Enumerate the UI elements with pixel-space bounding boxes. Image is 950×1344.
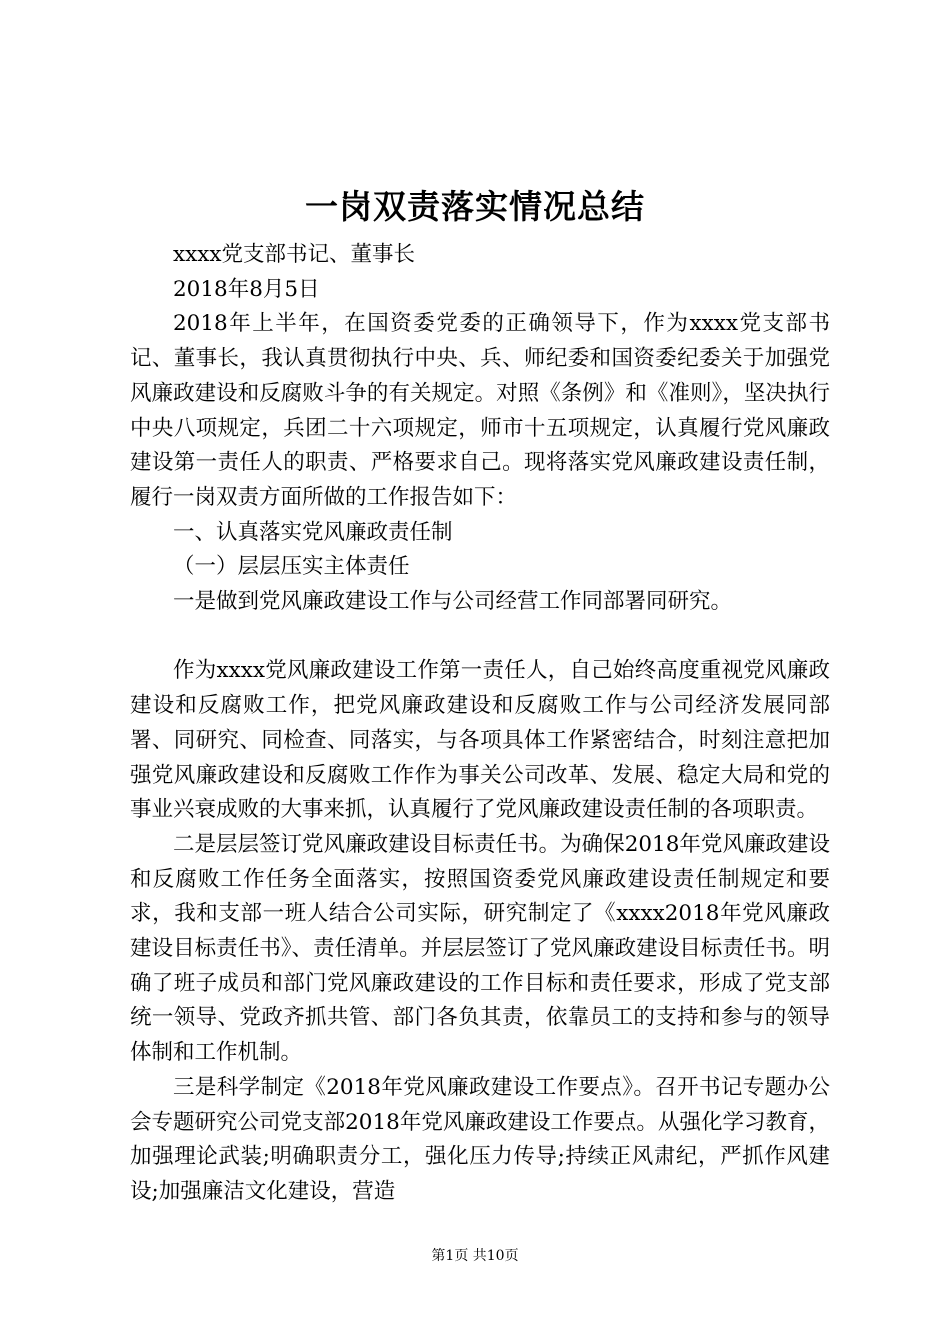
page-number: 第1页 共10页 [431, 1248, 519, 1264]
section-heading: 一、认真落实党风廉政责任制 [173, 519, 453, 545]
paragraph-body: 三是科学制定《2018年党风廉政建设工作要点》。召开书记专题办公会专题研究公司党支部2018年党风廉政建设工作要点。从强化学习教育，加强理论武装;明确职责分工，强化压力传导;持续正风肃纪，严抓作风建设;加强廉洁文化建设，营造 [130, 1074, 830, 1204]
document-body [130, 238, 830, 1210]
paragraph-intro: 2018年上半年，在国资委党委的正确领导下，作为xxxx党支部书记、董事长，我认真贯彻执行中央、兵、师纪委和国资委纪委关于加强党风廉政建设和反腐败斗争的有关规定。对照《条例》和《准则》，坚决执行中央八项规定，兵团二十六项规定，师市十五项规定，认真履行党风廉政建设第一责任人的职责、严格要求自己。现将落实党风廉政建设责任制，履行一岗双责方面所做的工作报告如下： [130, 311, 830, 510]
date-line: 2018年8月5日 [173, 276, 320, 302]
paragraph-body: 作为xxxx党风廉政建设工作第一责任人，自己始终高度重视党风廉政建设和反腐败工作，把党风廉政建设和反腐败工作与公司经济发展同部署、同研究、同检查、同落实，与各项具体工作紧密结合，时刻注意把加强党风廉政建设和反腐败工作作为事关公司改革、发展、稳定大局和党的事业兴衰成败的大事来抓，认真履行了党风廉政建设责任制的各项职责。 [130, 658, 830, 823]
document-title: 一岗双责落实情况总结 [305, 187, 645, 226]
paragraph-body: 二是层层签订党风廉政建设目标责任书。为确保2018年党风廉政建设和反腐败工作任务全面落实，按照国资委党风廉政建设责任制规定和要求，我和支部一班人结合公司实际，研究制定了《xxxx2018年党风廉政建设目标责任书》、责任清单。并层层签订了党风廉政建设目标责任书。明确了班子成员和部门党风廉政建设的工作目标和责任要求，形成了党支部统一领导、党政齐抓共管、部门各负其责，依靠员工的支持和参与的领导体制和工作机制。 [130, 831, 830, 1066]
subsection-heading: （一）层层压实主体责任 [173, 554, 410, 580]
author-line: xxxx党支部书记、董事长 [173, 242, 416, 267]
point-heading: 一是做到党风廉政建设工作与公司经营工作同部署同研究。 [173, 589, 733, 615]
